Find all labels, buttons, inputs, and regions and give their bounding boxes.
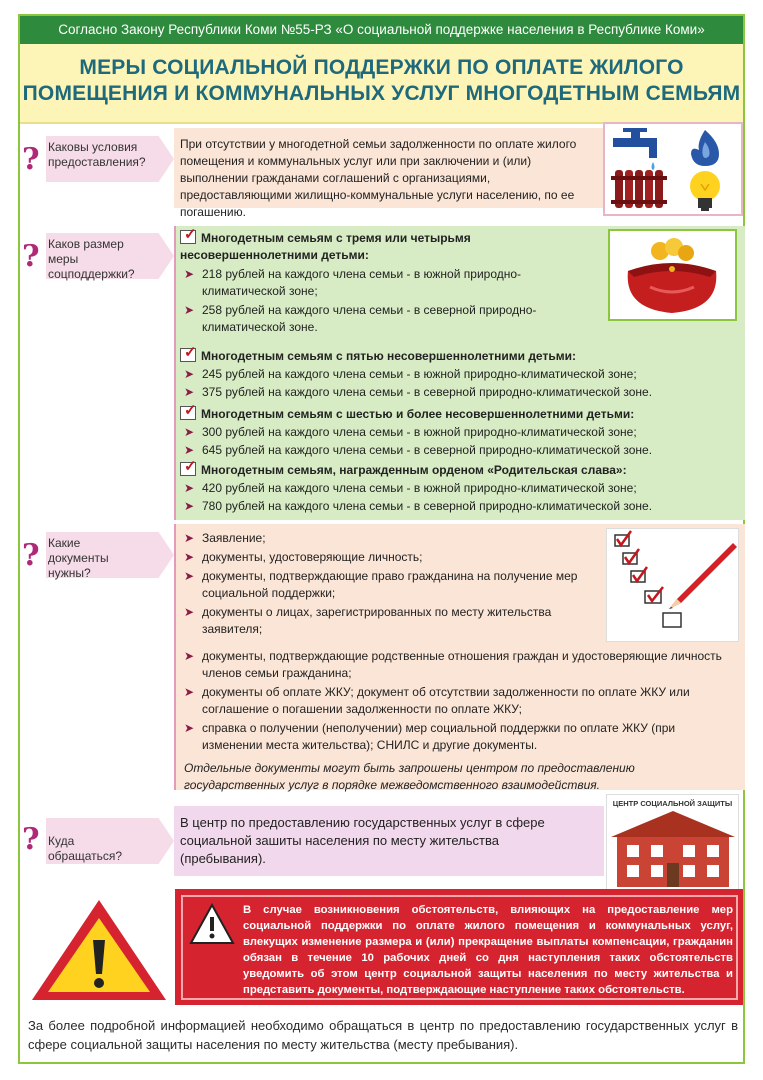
- question-mark-icon: ?: [22, 239, 40, 274]
- documents-list-bottom: [180, 648, 735, 794]
- document-item: ➤ документы, подтверждающие родственные отношения граждан и удостоверяющие личность членов семьи гражданина;: [184, 649, 722, 680]
- amount-heading: ✓ Многодетным семьям с пятью несовершеннолетними детьми:: [180, 348, 735, 365]
- arrow-bullet-icon: ➤: [184, 550, 195, 564]
- light-bulb-icon: [690, 171, 720, 211]
- page-frame: [18, 14, 745, 1064]
- amount-item: ➤ 645 рублей на каждого члена семьи - в северной природно-климатической зоне.: [184, 443, 653, 457]
- amount-heading: ✓ Многодетным семьям с тремя или четырьмя несовершеннолетними детьми:: [180, 226, 471, 262]
- arrow-bullet-icon: ➤: [184, 367, 195, 381]
- arrow-bullet-icon: ➤: [184, 481, 195, 495]
- purse-image: [608, 229, 737, 321]
- pencil-icon: [669, 543, 737, 609]
- checklist-image: [606, 528, 739, 642]
- document-item: ➤ справка о получении (неполучении) мер социальной поддержки по оплате ЖКУ (при изменении места жительства); СНИЛС и другие документы.: [184, 721, 676, 752]
- warning-text: В случае возникновения обстоятельств, влияющих на предоставление мер социальной поддержки по оплате жилого помещения и коммунальных услуг, влекущих изменение размера и (или) прекращение выплаты компенсации, гражданин обязан в течение 10 рабочих дней со дня наступления таких обстоятельств уведомить об этом центр социальной защиты населения по месту жительства и представить документы, подтверждающие наступление таких обстоятельств.: [243, 904, 733, 996]
- arrow-bullet-icon: ➤: [184, 605, 195, 619]
- where-panel: [174, 806, 604, 876]
- check-icon: ✓: [180, 406, 196, 420]
- arrow-bullet-icon: ➤: [184, 267, 195, 281]
- checklist-icon: [615, 531, 681, 627]
- law-banner: Согласно Закону Республики Коми №55-РЗ «О социальной поддержке населения в Республике Коми»: [20, 16, 743, 44]
- question-label: Какие документы нужны?: [48, 536, 109, 580]
- amount-item: ➤ 375 рублей на каждого члена семьи - в северной природно-климатической зоне.: [184, 385, 653, 399]
- faucet-icon: [613, 128, 657, 170]
- document-item: ➤ Заявление;: [184, 531, 266, 545]
- utilities-image: [603, 122, 743, 216]
- arrow-bullet-icon: ➤: [184, 443, 195, 457]
- flame-icon: [691, 130, 719, 166]
- arrow-bullet-icon: ➤: [184, 569, 195, 583]
- arrow-bullet-icon: ➤: [184, 385, 195, 399]
- documents-list-top: [180, 530, 600, 638]
- house-image: [606, 794, 739, 892]
- question-label: Каков размер меры соцподдержки?: [48, 237, 135, 281]
- check-icon: ✓: [180, 348, 196, 362]
- center-sign: ЦЕНТР СОЦИАЛЬНОЙ ЗАЩИТЫ: [612, 799, 733, 808]
- question-mark-icon: ?: [22, 822, 40, 857]
- amount-item: ➤ 245 рублей на каждого члена семьи - в южной природно-климатической зоне;: [184, 367, 637, 381]
- amount-heading: ✓ Многодетным семьям с шестью и более несовершеннолетними детьми:: [180, 406, 735, 423]
- conditions-panel: [174, 128, 603, 219]
- warning-box: [175, 889, 743, 1005]
- question-label: Куда обращаться?: [48, 834, 123, 863]
- amount-group-1: [180, 226, 600, 336]
- arrow-bullet-icon: ➤: [184, 303, 195, 317]
- arrow-bullet-icon: ➤: [184, 499, 195, 513]
- page-title: [20, 44, 743, 107]
- document-item: ➤ документы, подтверждающие право гражданина на получение мер социальной поддержки;: [184, 569, 578, 600]
- documents-note: Отдельные документы могут быть запрошены центром по предоставлению государственных услуг в порядке межведомственного взаимодействия.: [184, 761, 635, 792]
- radiator-icon: [611, 170, 667, 208]
- title-line-1: МЕРЫ СОЦИАЛЬНОЙ ПОДДЕРЖКИ ПО ОПЛАТЕ ЖИЛОГО: [79, 56, 684, 79]
- amount-group-4: [180, 458, 735, 515]
- amount-item: ➤ 420 рублей на каждого члена семьи - в южной природно-климатической зоне;: [184, 481, 637, 495]
- footer-text: За более подробной информацией необходимо обращаться в центр по предоставлению государственных услуг в сфере социальной защиты населения по месту жительства (месту пребывания).: [28, 1018, 738, 1052]
- amount-group-3: [180, 402, 735, 459]
- amount-item: ➤ 258 рублей на каждого члена семьи - в северной природно-климатической зоне.: [184, 303, 537, 334]
- warning-triangle-icon: [189, 903, 235, 947]
- amount-item: ➤ 218 рублей на каждого члена семьи - в южной природно-климатической зоне;: [184, 267, 522, 298]
- amount-heading: ✓ Многодетным семьям, награжденным орденом «Родительская слава»:: [180, 462, 735, 479]
- amount-group-2: [180, 344, 735, 401]
- question-mark-icon: ?: [22, 142, 40, 177]
- warning-inner: [181, 895, 738, 1000]
- arrow-bullet-icon: ➤: [184, 685, 195, 699]
- conditions-text: При отсутствии у многодетной семьи задолженности по оплате жилого помещения и коммунальных услуг или при заключении и (или) выполнении гражданами соглашений с организациями, предоставляющими жилищно-коммунальные услуги населению, по ее погашению.: [180, 137, 577, 219]
- warning-sign: [28, 896, 170, 1004]
- arrow-bullet-icon: ➤: [184, 425, 195, 439]
- check-icon: ✓: [180, 462, 196, 476]
- amount-item: ➤ 300 рублей на каждого члена семьи - в южной природно-климатической зоне;: [184, 425, 637, 439]
- arrow-bullet-icon: ➤: [184, 721, 195, 735]
- title-line-2: ПОМЕЩЕНИЯ И КОММУНАЛЬНЫХ УСЛУГ МНОГОДЕТНЫМ СЕМЬЯМ: [22, 82, 741, 105]
- question-label: Каковы условия предоставления?: [48, 140, 146, 169]
- question-mark-icon: ?: [22, 538, 40, 573]
- document-item: ➤ документы об оплате ЖКУ; документ об отсутствии задолженности по оплате ЖКУ или соглашение о погашении задолженности по оплате ЖКУ;: [184, 685, 690, 716]
- check-icon: ✓: [180, 230, 196, 244]
- amount-item: ➤ 780 рублей на каждого члена семьи - в северной природно-климатической зоне.: [184, 499, 653, 513]
- purse-icon: [610, 231, 735, 319]
- title-box: [20, 44, 743, 124]
- where-text: В центр по предоставлению государственных услуг в сфере социальной зашиты населения по месту жительства (пребывания).: [180, 815, 545, 866]
- house-icon: [607, 795, 738, 891]
- document-item: ➤ документы, удостоверяющие личность;: [184, 550, 423, 564]
- arrow-bullet-icon: ➤: [184, 649, 195, 663]
- document-item: ➤ документы о лицах, зарегистрированных по месту жительства заявителя;: [184, 605, 552, 636]
- warning-triangle-icon: [28, 896, 170, 1004]
- arrow-bullet-icon: ➤: [184, 531, 195, 545]
